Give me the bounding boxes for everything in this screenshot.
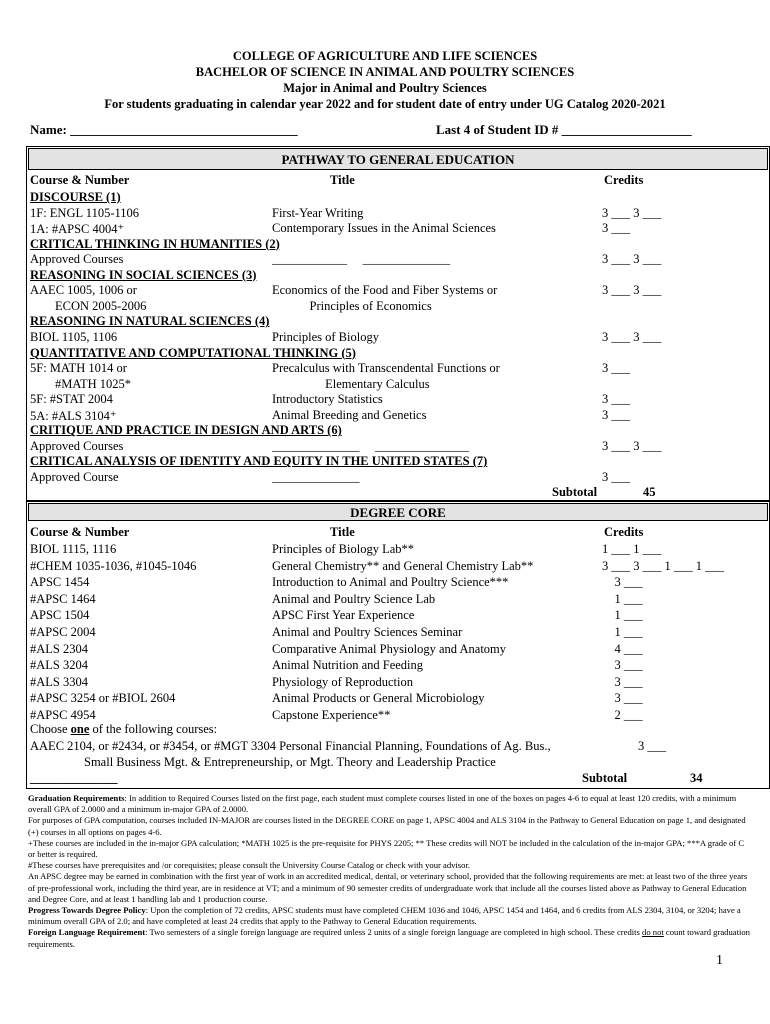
course-credits: 3 ___ 3 ___ <box>602 329 662 344</box>
course-number: APSC 1454 <box>30 575 90 590</box>
note-text: : Upon the completion of 72 credits, APSC students must have completed CHEM 1036 and 1046, APSC 1454 and 1464, and 6 credits from ALS 2304, 3104, or 3204; have a minimum overall GPA of 2.0; and have completed at least 24 credits that apply to the Pathway to General Education requirements. <box>28 905 741 927</box>
col-course-header: Course & Number <box>30 525 130 539</box>
apsc-degree-note: An APSC degree may be earned in combination with the first year of work in an accredited medical, dental, or veterinary school, provided that the following requirements are met: at least two of the three years of pre-professional work, including the third year, are in residence at VT; and a minimum of 90 semester credits of undergraduate work that include all the courses listed above as Pathway to General Education and Degree Core, and at least 1 handling lab and 1 production course. <box>28 871 748 904</box>
course-number: #ALS 3204 <box>30 658 88 673</box>
section-heading <box>30 190 766 206</box>
course-number: #APSC 4954 <box>30 708 96 722</box>
note-label: Progress Towards Degree Policy <box>28 905 146 916</box>
course-row <box>30 221 766 237</box>
course-number: #APSC 2004 <box>30 625 96 639</box>
section-heading-text: QUANTITATIVE AND COMPUTATIONAL THINKING (5) <box>30 345 356 360</box>
subtotal-value: 34 <box>690 771 703 785</box>
course-row <box>30 408 766 424</box>
course-title: Animal and Poultry Science Lab <box>272 591 436 606</box>
section-heading <box>30 237 766 253</box>
note-text: : Two semesters of a single foreign language are required unless 2 units of a single foreign language are completed in high school. These credits <box>145 927 643 938</box>
course-credits: 3 ___ <box>602 674 643 689</box>
major-heading: Major in Animal and Poultry Sciences <box>283 81 487 95</box>
course-title: Physiology of Reproduction <box>272 674 413 689</box>
course-row <box>30 206 766 222</box>
course-number: #ALS 2304 <box>30 641 88 656</box>
course-row <box>30 592 766 608</box>
core-column-headers <box>30 525 766 541</box>
course-credits: 2 ___ <box>602 708 643 722</box>
course-credits: 1 ___ <box>602 608 643 623</box>
section-heading-text: DISCOURSE (1) <box>30 190 121 204</box>
subtotal-value: 45 <box>643 485 656 499</box>
gen-ed-title: PATHWAY TO GENERAL EDUCATION <box>28 148 768 170</box>
course-number: BIOL 1115, 1116 <box>30 542 117 556</box>
note-emphasis: do not <box>642 927 664 938</box>
course-row <box>30 377 766 393</box>
gpa-note: For purposes of GPA computation, courses included IN-MAJOR are courses listed in the DEGREE CORE on page 1, APSC 4004 and ALS 3104 in the Pathway to General Education on page 1, and designated (+) courses in all options on pages 4-6. <box>28 815 746 837</box>
course-credits: 3 ___ <box>602 575 643 590</box>
course-number: 1F: ENGL 1105-1106 <box>30 205 140 220</box>
course-number: APSC 1504 <box>30 608 90 623</box>
course-title: Capstone Experience** <box>272 708 391 722</box>
degree-core-title: DEGREE CORE <box>28 503 768 521</box>
subtotal-label: Subtotal <box>552 485 598 499</box>
course-credits: 3 ___ <box>602 361 631 376</box>
section-heading-text: REASONING IN NATURAL SCIENCES (4) <box>30 314 270 329</box>
course-number: #MATH 1025* <box>30 376 132 391</box>
course-title: ____________ ______________ <box>272 252 451 267</box>
course-title: ______________ <box>272 469 360 484</box>
course-title: Animal and Poultry Sciences Seminar <box>272 625 463 639</box>
section-heading <box>30 314 766 330</box>
course-number: AAEC 1005, 1006 or <box>30 283 137 298</box>
course-number: 5A: #ALS 3104⁺ <box>30 408 117 423</box>
choose-one-line <box>30 722 766 738</box>
course-credits: 3 ___ <box>602 469 631 484</box>
section-heading-text: CRITICAL THINKING IN HUMANITIES (2) <box>30 236 280 251</box>
note-text: : In addition to Required Courses listed on the first page, each student must complete courses listed in one of the boxes on pages 4-6 to equal at least 120 credits, with a minimum overall GPA of 2.0000 and a minimum in-major GPA of 2.0000. <box>28 793 737 815</box>
course-row <box>30 439 766 455</box>
graduation-requirements-note <box>28 793 750 815</box>
course-credits: 3 ___ 3 ___ <box>602 283 662 298</box>
course-title: General Chemistry** and General Chemistry Lab** <box>272 558 534 573</box>
course-row <box>30 625 766 641</box>
course-credits: 3 ___ <box>602 407 631 422</box>
course-number: 5F: MATH 1014 or <box>30 361 127 376</box>
catalog-heading: For students graduating in calendar year 2022 and for student date of entry under UG Catalog 2020-2021 <box>104 97 666 111</box>
gen-ed-subtotal <box>30 485 766 501</box>
course-row <box>30 675 766 691</box>
college-heading: COLLEGE OF AGRICULTURE AND LIFE SCIENCES <box>232 49 538 63</box>
course-credits: 1 ___ 1 ___ <box>602 542 662 556</box>
course-row <box>30 330 766 346</box>
course-title: Principles of Economics <box>272 298 432 313</box>
course-title: Principles of Biology Lab** <box>272 542 414 556</box>
elective-option-line-2 <box>30 755 766 771</box>
course-credits: 1 ___ <box>602 591 643 606</box>
course-title: Animal Nutrition and Feeding <box>272 658 424 673</box>
course-number: #ALS 3304 <box>30 674 88 689</box>
course-row <box>30 691 766 707</box>
subtotal-label: Subtotal <box>582 771 628 785</box>
course-row <box>30 559 766 575</box>
note-label: Graduation Requirements <box>28 793 125 803</box>
col-credits-header: Credits <box>604 525 644 539</box>
core-subtotal <box>30 771 766 787</box>
section-heading <box>30 346 766 362</box>
choose-post: of the following courses: <box>89 722 218 736</box>
course-number: Approved Courses <box>30 438 124 453</box>
course-title: Economics of the Food and Fiber Systems or <box>272 283 498 298</box>
course-title: Elementary Calculus <box>272 376 430 391</box>
course-number: 5F: #STAT 2004 <box>30 392 113 407</box>
hash-note: #These courses have prerequisites and /or corequisites; please consult the University Course Catalog or check with your advisor. <box>28 860 470 871</box>
section-heading-text: REASONING IN SOCIAL SCIENCES (3) <box>30 267 257 282</box>
course-title: Animal Products or General Microbiology <box>272 691 485 706</box>
student-id-field[interactable]: Last 4 of Student ID # ____________________ <box>436 122 692 137</box>
course-credits: 3 ___ 3 ___ <box>602 438 662 453</box>
course-number: Approved Course <box>30 469 119 484</box>
course-row <box>30 283 766 299</box>
course-credits: 3 ___ <box>602 658 643 673</box>
choose-em: one <box>70 722 90 736</box>
note-tail: count toward graduation requirements. <box>28 927 750 949</box>
course-row <box>30 299 766 315</box>
course-number: ECON 2005-2006 <box>30 298 147 313</box>
course-credits: 3 ___ 3 ___ <box>602 205 662 220</box>
elective-option-credit: 3 ___ <box>638 739 667 753</box>
course-title: ______________ _______________ <box>272 438 469 453</box>
course-title: Precalculus with Transcendental Functions or <box>272 361 500 376</box>
course-row <box>30 658 766 674</box>
section-heading-text: CRITIQUE AND PRACTICE IN DESIGN AND ARTS (6) <box>30 423 342 438</box>
course-credits: 3 ___ <box>602 221 631 236</box>
degree-heading: BACHELOR OF SCIENCE IN ANIMAL AND POULTRY SCIENCES <box>195 65 575 79</box>
elective-option-text: AAEC 2104, or #2434, or #3454, or #MGT 3304 Personal Financial Planning, Foundations of Ag. Bus., <box>30 739 551 753</box>
course-row <box>30 575 766 591</box>
course-credits: 4 ___ <box>602 641 643 656</box>
course-title: Introductory Statistics <box>272 392 383 407</box>
section-heading <box>30 268 766 284</box>
course-number: #APSC 1464 <box>30 591 96 606</box>
course-title: Animal Breeding and Genetics <box>272 407 427 422</box>
course-credits: 3 ___ <box>602 691 643 706</box>
course-row <box>30 361 766 377</box>
elective-option-text-2: Small Business Mgt. & Entrepreneurship, or Mgt. Theory and Leadership Practice <box>84 755 496 769</box>
foreign-language-note <box>28 927 750 949</box>
course-row <box>30 470 766 486</box>
course-row <box>30 252 766 268</box>
note-label: Foreign Language Requirement <box>28 927 146 938</box>
course-credits: 1 ___ <box>602 625 643 639</box>
section-heading <box>30 454 766 470</box>
student-name-field[interactable]: Name: ___________________________________ <box>30 122 298 137</box>
col-course-header: Course & Number <box>30 173 130 187</box>
section-heading-text: CRITICAL ANALYSIS OF IDENTITY AND EQUITY IN THE UNITED STATES (7) <box>30 454 488 469</box>
plus-note: +These courses are included in the in-major GPA calculation; *MATH 1025 is the pre-requisite for PHYS 2205; ** These credits will NOT be included in the calculation of the in-major GPA; ***A grade of C or better is required. <box>28 837 745 860</box>
core-blank: ______________ <box>30 771 118 785</box>
elective-option-line-1 <box>30 739 766 755</box>
course-credits: 3 ___ 3 ___ 1 ___ 1 ___ <box>602 558 724 573</box>
course-credits: 3 ___ <box>602 392 631 407</box>
col-credits-header: Credits <box>604 173 644 187</box>
course-credits: 3 ___ 3 ___ <box>602 252 662 267</box>
course-row <box>30 542 766 558</box>
course-title: Comparative Animal Physiology and Anatomy <box>272 641 507 656</box>
course-title: APSC First Year Experience <box>272 608 415 623</box>
course-number: #APSC 3254 or #BIOL 2604 <box>30 691 176 706</box>
choose-pre: Choose <box>30 722 71 736</box>
gen-ed-column-headers <box>30 173 766 189</box>
course-row <box>30 608 766 624</box>
course-number: BIOL 1105, 1106 <box>30 329 118 344</box>
course-title: First-Year Writing <box>272 205 364 220</box>
course-number: 1A: #APSC 4004⁺ <box>30 222 125 237</box>
progress-policy-note <box>28 905 750 927</box>
course-title: Contemporary Issues in the Animal Sciences <box>272 221 496 236</box>
course-number: Approved Courses <box>30 252 124 267</box>
section-heading <box>30 423 766 439</box>
footnotes <box>28 793 750 950</box>
course-row <box>30 392 766 408</box>
course-title: Principles of Biology <box>272 329 379 344</box>
course-row <box>30 642 766 658</box>
course-number: #CHEM 1035-1036, #1045-1046 <box>30 558 197 573</box>
col-title-header: Title <box>330 173 355 187</box>
col-title-header: Title <box>330 525 355 539</box>
page-number: 1 <box>716 953 723 968</box>
course-title: Introduction to Animal and Poultry Science*** <box>272 575 509 590</box>
